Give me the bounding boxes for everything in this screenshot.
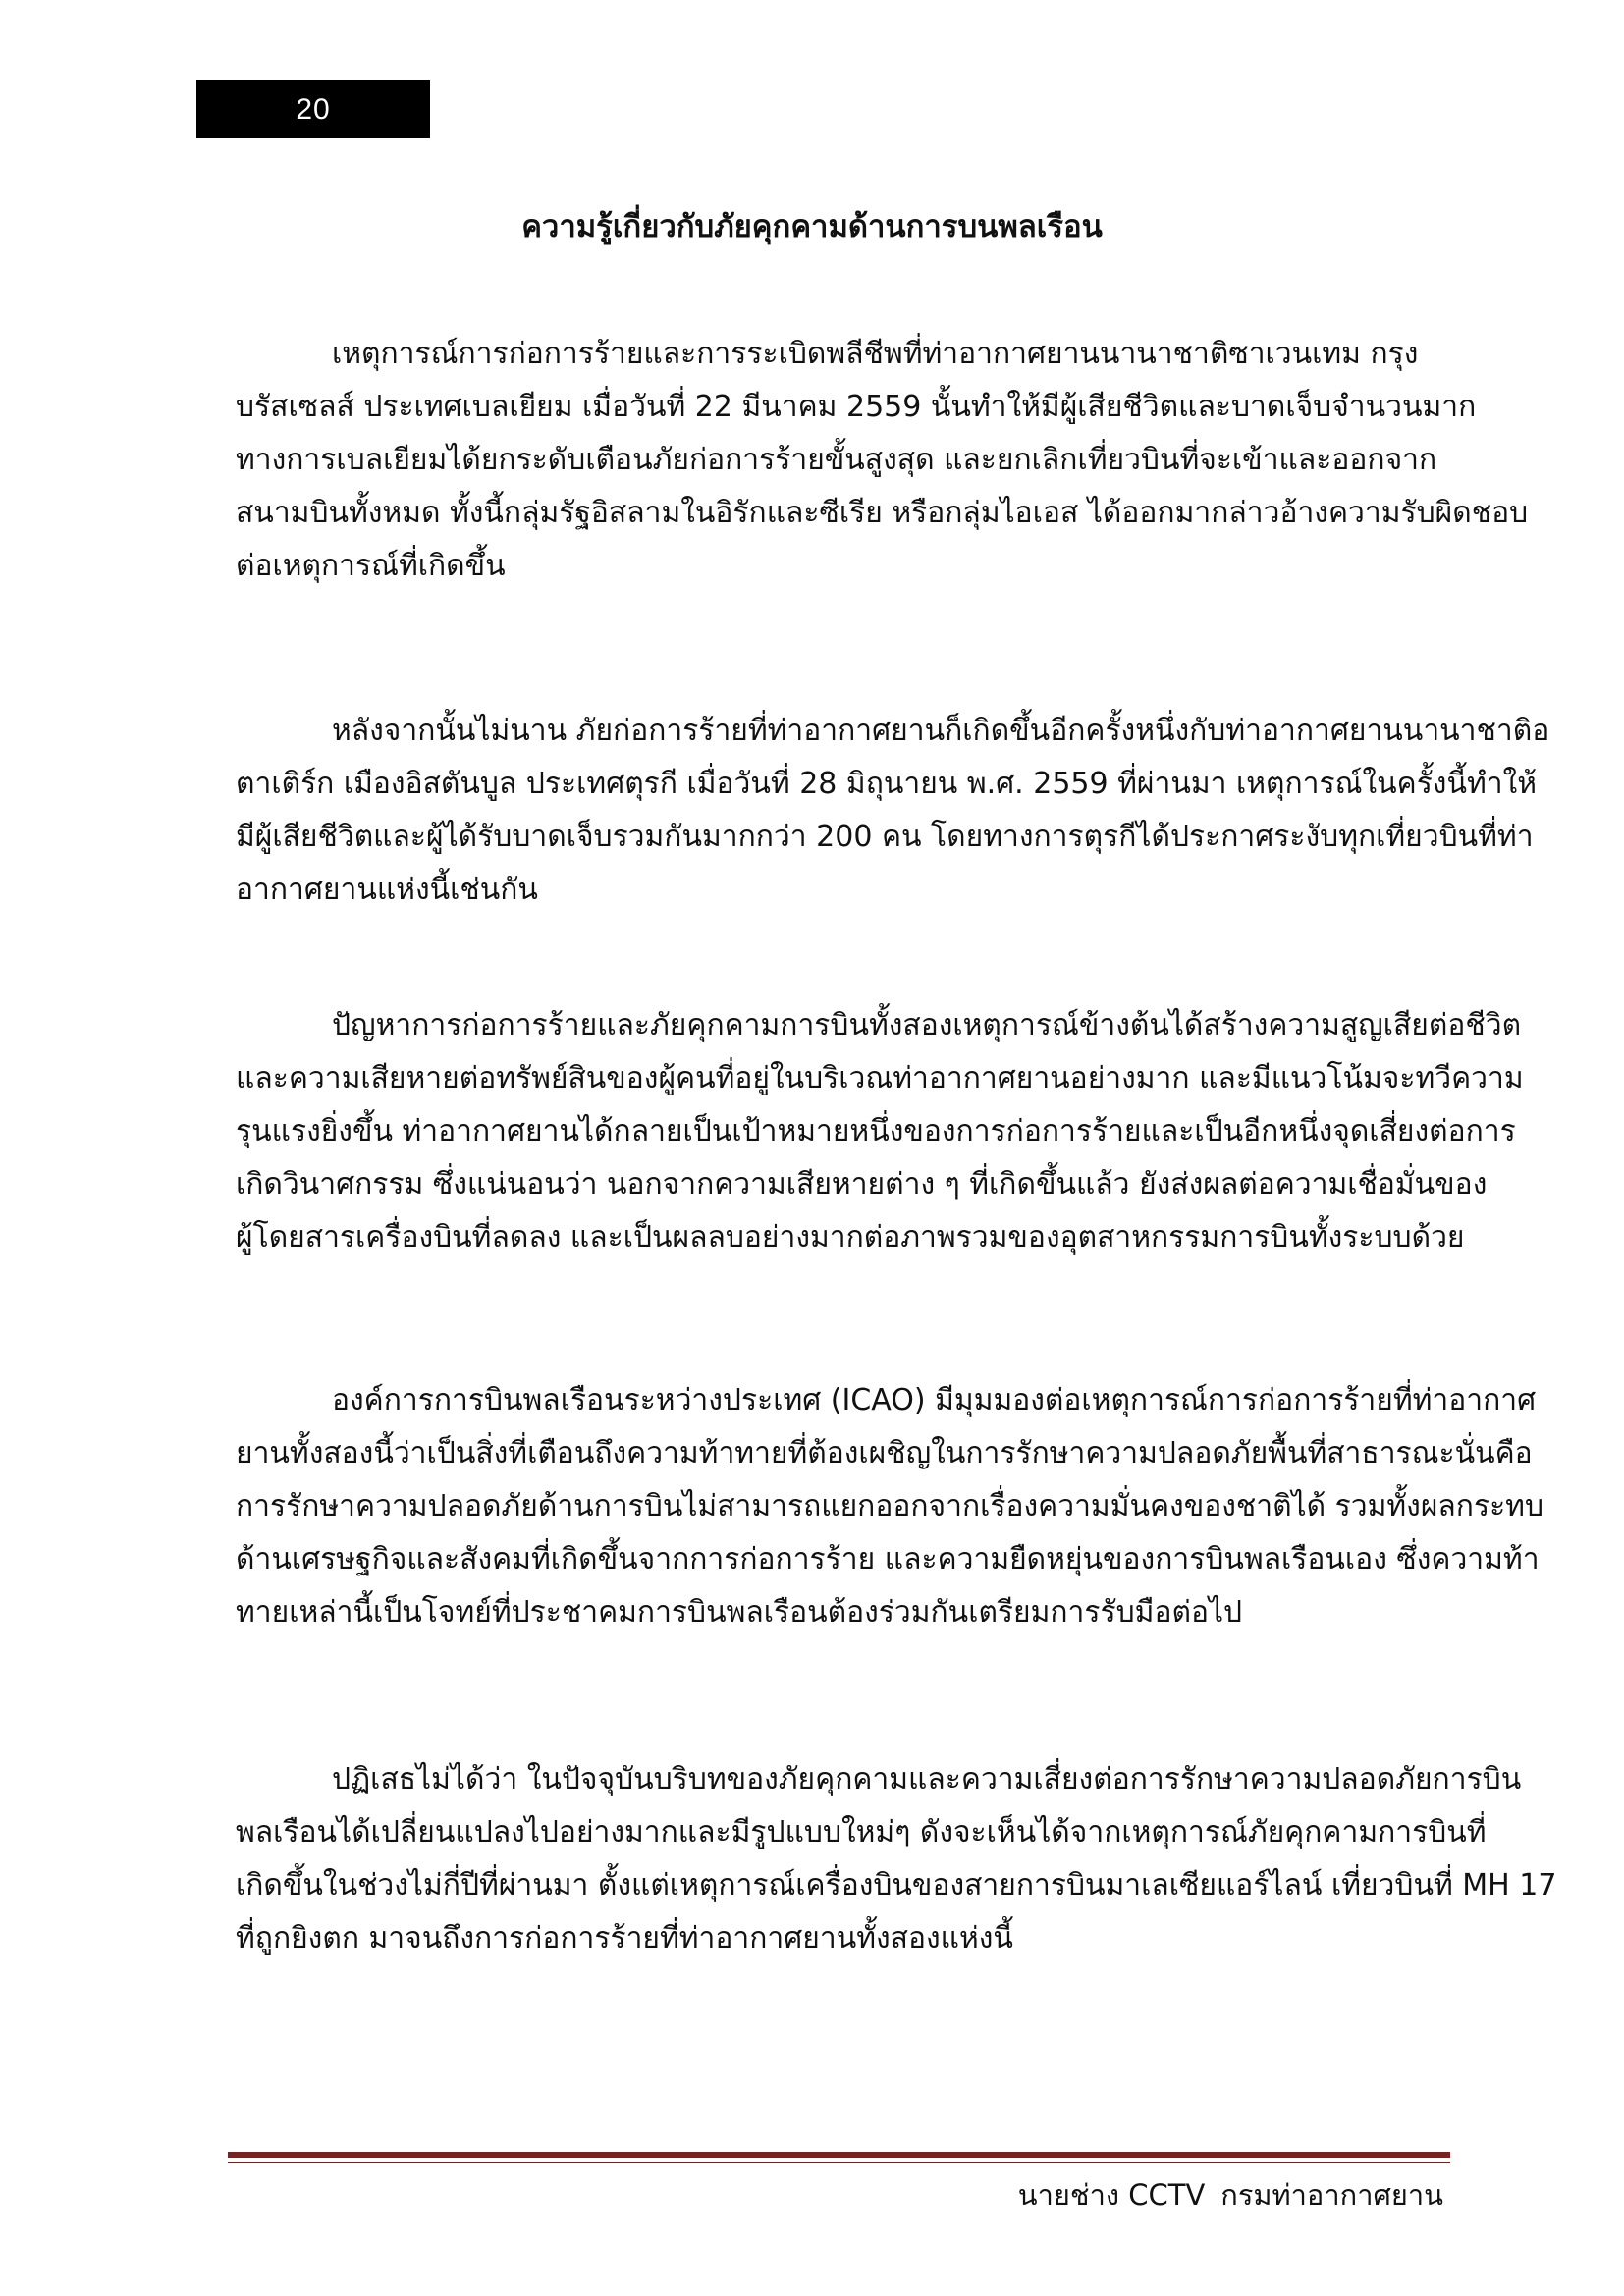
paragraph-line: ทายเหล่านี้เป็นโจทย์ที่ประชาคมการบินพลเรือนต้องร่วมกันเตรียมการรับมือต่อไป xyxy=(236,1595,1243,1629)
paragraph-line: ทางการเบลเยียมได้ยกระดับเตือนภัยก่อการร้ายขั้นสูงสุด และยกเลิกเที่ยวบินที่จะเข้าและออกจาก xyxy=(236,443,1437,477)
paragraph-line: การรักษาความปลอดภัยด้านการบินไม่สามารถแยกออกจากเรื่องความมั่นคงของชาติได้ รวมทั้งผลกระทบ xyxy=(236,1489,1543,1523)
paragraph-line: องค์การการบินพลเรือนระหว่างประเทศ (ICAO) มีมุมมองต่อเหตุการณ์การก่อการร้ายที่ท่าอากาศ xyxy=(332,1383,1537,1417)
footer xyxy=(1018,2175,1443,2215)
paragraph-line: และความเสียหายต่อทรัพย์สินของผู้คนที่อยู่ในบริเวณท่าอากาศยานอย่างมาก และมีแนวโน้มจะทวีความ xyxy=(236,1061,1524,1095)
paragraph-line: ที่ถูกยิงตก มาจนถึงการก่อการร้ายที่ท่าอากาศยานทั้งสองแห่งนี้ xyxy=(236,1921,1013,1955)
paragraph-line: อากาศยานแห่งนี้เช่นกัน xyxy=(236,873,538,907)
page-number: 20 xyxy=(196,80,430,138)
paragraph-line: หลังจากนั้นไม่นาน ภัยก่อการร้ายที่ท่าอากาศยานก็เกิดขึ้นอีกครั้งหนึ่งกับท่าอากาศยานนานาชาติอ xyxy=(332,714,1550,748)
paragraph-line: เกิดขึ้นในช่วงไม่กี่ปีที่ผ่านมา ตั้งแต่เหตุการณ์เครื่องบินของสายการบินมาเลเซียแอร์ไลน์ เที่ยวบินที่ MH 17 xyxy=(236,1868,1557,1902)
paragraph-3 xyxy=(236,999,1524,1264)
footer-author: นายช่าง CCTV xyxy=(1017,2178,1206,2212)
footer-organization: กรมท่าอากาศยาน xyxy=(1220,2178,1443,2212)
paragraph-line: พลเรือนได้เปลี่ยนแปลงไปอย่างมากและมีรูปแบบใหม่ๆ ดังจะเห็นได้จากเหตุการณ์ภัยคุกคามการบินที่ xyxy=(236,1815,1487,1849)
paragraph-line: ตาเติร์ก เมืองอิสตันบูล ประเทศตุรกี เมื่อวันที่ 28 มิถุนายน พ.ศ. 2559 ที่ผ่านมา เหตุการณ์ในครั้งนี้ทำให้ xyxy=(236,767,1538,801)
paragraph-line: มีผู้เสียชีวิตและผู้ได้รับบาดเจ็บรวมกันมากกว่า 200 คน โดยทางการตุรกีได้ประกาศระงับทุกเที่ยวบินที่ท่า xyxy=(236,820,1534,854)
paragraph-line: ผู้โดยสารเครื่องบินที่ลดลง และเป็นผลลบอย่างมากต่อภาพรวมของอุตสาหกรรมการบินทั้งระบบด้วย xyxy=(236,1220,1465,1255)
footer-divider xyxy=(228,2152,1450,2158)
paragraph-5 xyxy=(236,1753,1557,1965)
paragraph-line: ยานทั้งสองนี้ว่าเป็นสิ่งที่เตือนถึงความท้าทายที่ต้องเผชิญในการรักษาความปลอดภัยพื้นที่สาธารณะนั่นคือ xyxy=(236,1436,1533,1470)
paragraph-line: ต่อเหตุการณ์ที่เกิดขึ้น xyxy=(236,549,506,583)
paragraph-2 xyxy=(236,705,1550,917)
footer-divider-thin xyxy=(228,2162,1450,2163)
paragraph-4 xyxy=(236,1374,1543,1639)
page-title: ความรู้เกี่ยวกับภัยคุกคามด้านการบนพลเรือน xyxy=(521,209,1103,244)
paragraph-line: เหตุการณ์การก่อการร้ายและการระเบิดพลีชีพที่ท่าอากาศยานนานาชาติซาเวนเทม กรุง xyxy=(332,337,1419,371)
paragraph-1 xyxy=(236,328,1529,593)
paragraph-line: บรัสเซลส์ ประเทศเบลเยียม เมื่อวันที่ 22 มีนาคม 2559 นั้นทำให้มีผู้เสียชีวิตและบาดเจ็บจำนวนมาก xyxy=(236,390,1477,424)
paragraph-line: ปัญหาการก่อการร้ายและภัยคุกคามการบินทั้งสองเหตุการณ์ข้างต้นได้สร้างความสูญเสียต่อชีวิต xyxy=(332,1008,1522,1042)
paragraph-line: ปฏิเสธไม่ได้ว่า ในปัจจุบันบริบทของภัยคุกคามและความเสี่ยงต่อการรักษาความปลอดภัยการบิน xyxy=(332,1762,1522,1796)
paragraph-line: รุนแรงยิ่งขึ้น ท่าอากาศยานได้กลายเป็นเป้าหมายหนึ่งของการก่อการร้ายและเป็นอีกหนึ่งจุดเสี่ยงต่อการ xyxy=(236,1114,1516,1148)
paragraph-line: สนามบินทั้งหมด ทั้งนี้กลุ่มรัฐอิสลามในอิรักและซีเรีย หรือกลุ่มไอเอส ได้ออกมากล่าวอ้างความรับผิดชอบ xyxy=(236,496,1529,530)
paragraph-line: ด้านเศรษฐกิจและสังคมที่เกิดขึ้นจากการก่อการร้าย และความยืดหยุ่นของการบินพลเรือนเอง ซึ่งความท้า xyxy=(236,1542,1540,1576)
paragraph-line: เกิดวินาศกรรม ซึ่งแน่นอนว่า นอกจากความเสียหายต่าง ๆ ที่เกิดขึ้นแล้ว ยังส่งผลต่อความเชื่อมั่นของ xyxy=(236,1167,1488,1201)
